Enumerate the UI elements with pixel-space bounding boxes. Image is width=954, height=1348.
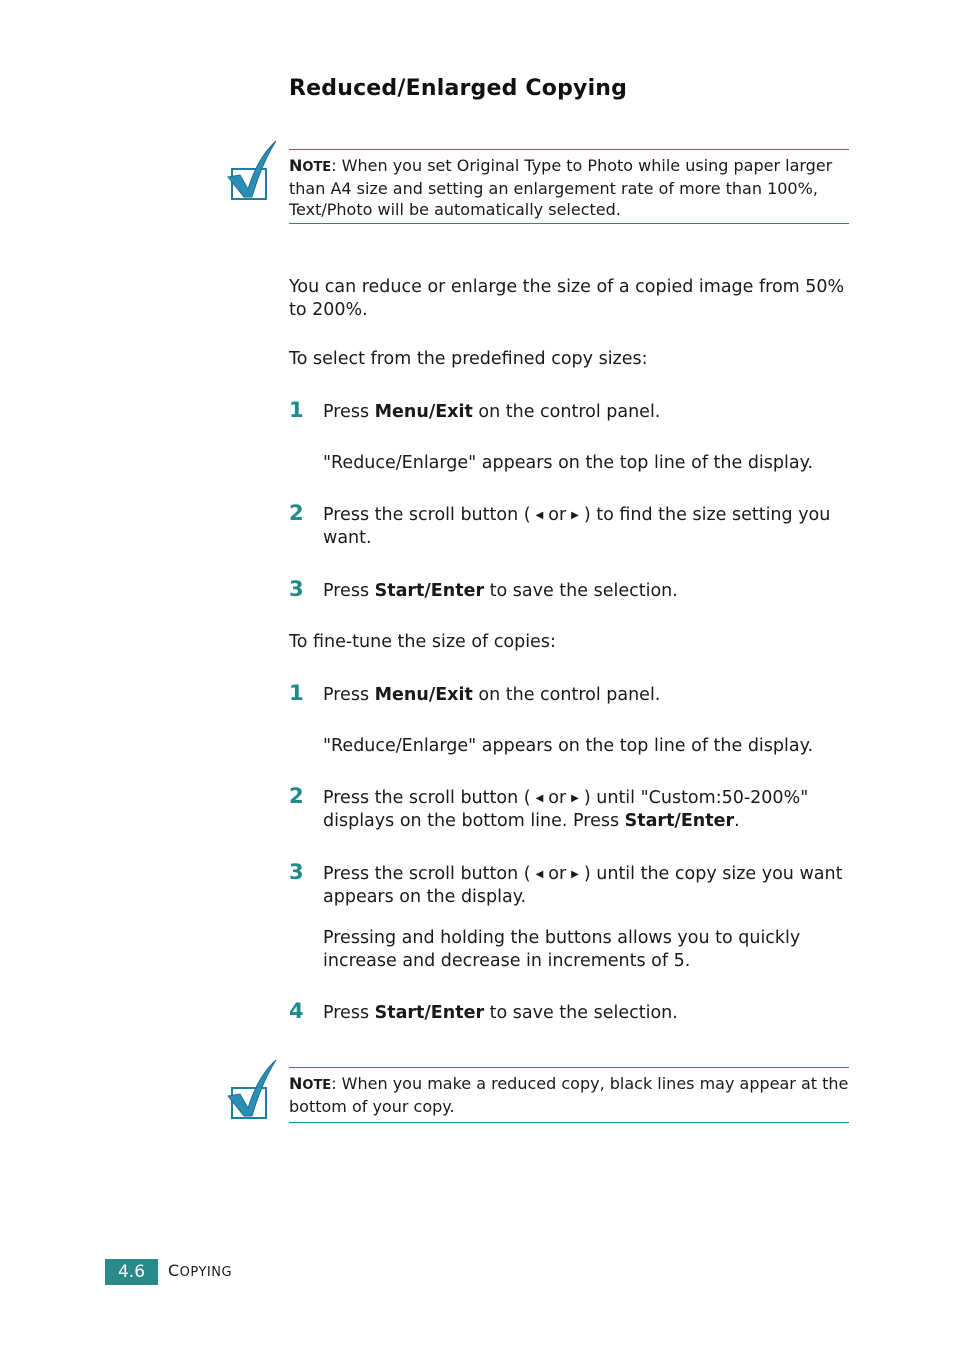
step-text: Press Menu/Exit on the control panel. [323, 685, 661, 705]
finetune-intro: To fine-tune the size of copies: [289, 632, 556, 652]
step-number: 3 [289, 577, 304, 601]
step-subtext: "Reduce/Enlarge" appears on the top line of the display. [323, 736, 814, 756]
step-subtext: Pressing and holding the buttons allows you to quickly increase and decrease in increments of 5. [323, 928, 801, 971]
step-text: Press the scroll button ( ◀ or ▶ ) until "Custom:50-200%" displays on the bottom line. Press Start/Enter. [323, 788, 809, 831]
note-label: NOTE [289, 156, 332, 175]
note-text: : When you make a reduced copy, black lines may appear at the bottom of your copy. [289, 1074, 849, 1116]
checkmark-note-icon [226, 1058, 278, 1122]
note-box [289, 149, 849, 224]
page-number: 4.6 [105, 1259, 158, 1285]
left-triangle-icon: ◀ [535, 510, 544, 521]
section-title: COPYING [168, 1261, 233, 1280]
step-number: 2 [289, 501, 304, 525]
right-triangle-icon: ▶ [571, 793, 579, 804]
note-text: : When you set Original Type to Photo while using paper larger than A4 size and setting an enlargement rate of more than 100%, Text/Photo will be automatically selected. [289, 156, 833, 219]
step-text: Press the scroll button ( ◀ or ▶ ) to find the size setting you want. [323, 505, 831, 548]
step-number: 3 [289, 860, 304, 884]
note-box [289, 1067, 849, 1123]
step-text: Press Menu/Exit on the control panel. [323, 402, 661, 422]
section-heading: Reduced/Enlarged Copying [289, 76, 628, 101]
right-triangle-icon: ▶ [571, 510, 579, 521]
step-text: Press Start/Enter to save the selection. [323, 581, 678, 601]
step-number: 1 [289, 681, 304, 705]
left-triangle-icon: ◀ [535, 793, 544, 804]
left-triangle-icon: ◀ [535, 869, 544, 880]
step-number: 1 [289, 398, 304, 422]
step-text: Press the scroll button ( ◀ or ▶ ) until the copy size you want appears on the display. [323, 864, 843, 907]
predefined-intro: To select from the predefined copy sizes: [289, 349, 648, 369]
note-label: NOTE [289, 1074, 332, 1093]
step-subtext: "Reduce/Enlarge" appears on the top line of the display. [323, 453, 814, 473]
step-number: 4 [289, 999, 304, 1023]
right-triangle-icon: ▶ [571, 869, 579, 880]
step-number: 2 [289, 784, 304, 808]
step-text: Press Start/Enter to save the selection. [323, 1003, 678, 1023]
intro-paragraph: You can reduce or enlarge the size of a copied image from 50% to 200%. [289, 277, 845, 320]
checkmark-note-icon [226, 139, 278, 203]
